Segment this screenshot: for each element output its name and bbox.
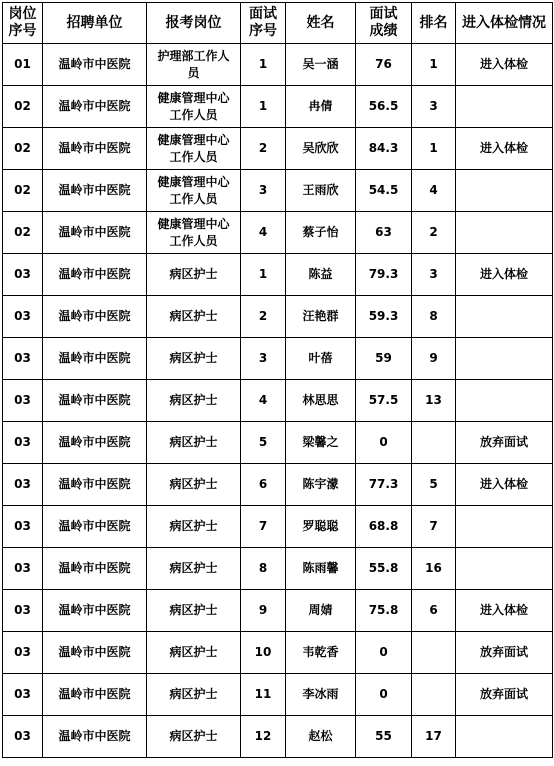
table-row (3, 44, 553, 86)
cell-name (286, 548, 356, 590)
cell-position (147, 380, 241, 422)
cell-interview-no (241, 632, 286, 674)
cell-score (356, 338, 412, 380)
cell-interview-no (241, 254, 286, 296)
cell-name (286, 464, 356, 506)
cell-interview-no-text: 1 (258, 267, 268, 281)
cell-name (286, 44, 356, 86)
header-score-label: 面试成绩 (369, 6, 398, 39)
cell-position (147, 212, 241, 254)
cell-exam-status (456, 590, 553, 632)
cell-exam-status-text: 放弃面试 (479, 435, 528, 449)
table-row (3, 170, 553, 212)
cell-interview-no-text: 5 (258, 435, 268, 449)
cell-rank-text: 1 (429, 141, 438, 155)
cell-post-no-text: 02 (14, 99, 31, 113)
cell-employer-text: 温岭市中医院 (58, 309, 131, 323)
cell-interview-no-text: 6 (258, 477, 268, 491)
cell-employer-text: 温岭市中医院 (58, 351, 131, 365)
results-table (2, 2, 553, 758)
cell-interview-no (241, 548, 286, 590)
cell-post-no (3, 422, 43, 464)
cell-position-text: 健康管理中心工作人员 (157, 216, 230, 248)
cell-interview-no (241, 86, 286, 128)
cell-rank-text: 4 (429, 183, 438, 197)
cell-position (147, 632, 241, 674)
cell-rank (412, 254, 456, 296)
cell-interview-no-text: 4 (258, 393, 268, 407)
cell-employer-text: 温岭市中医院 (58, 687, 131, 701)
cell-name-text: 吴一涵 (302, 57, 339, 71)
cell-post-no (3, 716, 43, 758)
cell-employer (43, 128, 147, 170)
cell-exam-status-text: 放弃面试 (479, 645, 528, 659)
cell-post-no-text: 03 (14, 351, 31, 365)
cell-score-text: 57.5 (368, 393, 399, 407)
cell-employer (43, 44, 147, 86)
cell-exam-status (456, 422, 553, 464)
cell-employer (43, 464, 147, 506)
cell-interview-no-text: 9 (258, 603, 268, 617)
cell-post-no (3, 44, 43, 86)
cell-score-text: 54.5 (368, 183, 399, 197)
cell-interview-no (241, 674, 286, 716)
cell-score-text: 79.3 (368, 267, 399, 281)
cell-post-no-text: 03 (14, 561, 31, 575)
cell-score-text: 63 (375, 225, 392, 239)
header-employer (43, 3, 147, 44)
table-row (3, 632, 553, 674)
cell-position (147, 716, 241, 758)
cell-interview-no-text: 3 (258, 183, 268, 197)
table-row (3, 296, 553, 338)
cell-interview-no (241, 212, 286, 254)
cell-employer (43, 338, 147, 380)
cell-position-text: 病区护士 (169, 519, 218, 533)
cell-post-no (3, 464, 43, 506)
cell-employer (43, 632, 147, 674)
cell-position-text: 病区护士 (169, 309, 218, 323)
cell-name (286, 254, 356, 296)
cell-employer-text: 温岭市中医院 (58, 267, 131, 281)
cell-employer-text: 温岭市中医院 (58, 645, 131, 659)
cell-interview-no-text: 4 (258, 225, 268, 239)
header-row (3, 3, 553, 44)
cell-post-no-text: 02 (14, 225, 31, 239)
cell-employer (43, 86, 147, 128)
cell-score-text: 0 (379, 435, 388, 449)
table-row (3, 716, 553, 758)
cell-position (147, 338, 241, 380)
cell-name-text: 周婧 (308, 603, 333, 617)
cell-position (147, 296, 241, 338)
cell-position (147, 506, 241, 548)
cell-employer-text: 温岭市中医院 (58, 603, 131, 617)
cell-score (356, 296, 412, 338)
cell-post-no (3, 338, 43, 380)
cell-name (286, 590, 356, 632)
cell-score-text: 59 (375, 351, 392, 365)
cell-employer (43, 590, 147, 632)
cell-score-text: 59.3 (368, 309, 399, 323)
cell-score-text: 55.8 (368, 561, 399, 575)
cell-score (356, 380, 412, 422)
cell-interview-no (241, 44, 286, 86)
cell-post-no-text: 03 (14, 645, 31, 659)
header-position (147, 3, 241, 44)
cell-name-text: 陈宇濛 (302, 477, 339, 491)
cell-score (356, 86, 412, 128)
cell-score (356, 128, 412, 170)
cell-name (286, 506, 356, 548)
cell-exam-status (456, 44, 553, 86)
cell-name-text: 叶蓓 (308, 351, 333, 365)
cell-rank-text: 3 (429, 267, 438, 281)
cell-interview-no-text: 1 (258, 99, 268, 113)
table-row (3, 338, 553, 380)
cell-position (147, 128, 241, 170)
cell-name (286, 422, 356, 464)
cell-exam-status-text: 进入体检 (479, 477, 528, 491)
cell-rank (412, 86, 456, 128)
cell-position-text: 护理部工作人员 (157, 48, 230, 80)
cell-score-text: 0 (379, 645, 388, 659)
cell-name-text: 林思思 (302, 393, 339, 407)
cell-interview-no-text: 1 (258, 57, 268, 71)
cell-post-no (3, 674, 43, 716)
cell-score (356, 506, 412, 548)
cell-name-text: 汪艳群 (302, 309, 339, 323)
cell-interview-no (241, 464, 286, 506)
cell-employer (43, 548, 147, 590)
cell-position-text: 病区护士 (169, 729, 218, 743)
cell-exam-status (456, 170, 553, 212)
cell-name (286, 128, 356, 170)
header-interview-no (241, 3, 286, 44)
cell-score (356, 422, 412, 464)
cell-name-text: 赵松 (308, 729, 333, 743)
cell-exam-status (456, 548, 553, 590)
cell-score (356, 170, 412, 212)
cell-position-text: 病区护士 (169, 267, 218, 281)
header-exam-status (456, 3, 553, 44)
cell-position-text: 病区护士 (169, 561, 218, 575)
cell-name-text: 吴欣欣 (302, 141, 339, 155)
cell-exam-status-text: 放弃面试 (479, 687, 528, 701)
cell-employer-text: 温岭市中医院 (58, 393, 131, 407)
cell-rank (412, 338, 456, 380)
cell-score-text: 75.8 (368, 603, 399, 617)
cell-exam-status (456, 296, 553, 338)
cell-position (147, 86, 241, 128)
cell-score-text: 68.8 (368, 519, 399, 533)
cell-name-text: 李冰雨 (302, 687, 339, 701)
cell-name (286, 338, 356, 380)
cell-exam-status (456, 380, 553, 422)
cell-post-no (3, 212, 43, 254)
header-name-label: 姓名 (306, 14, 335, 31)
cell-post-no-text: 01 (14, 57, 31, 71)
cell-exam-status (456, 632, 553, 674)
cell-employer (43, 422, 147, 464)
cell-interview-no-text: 3 (258, 351, 268, 365)
cell-position-text: 病区护士 (169, 351, 218, 365)
header-exam-status-label: 进入体检情况 (462, 14, 546, 31)
cell-rank (412, 632, 456, 674)
cell-score (356, 674, 412, 716)
cell-interview-no-text: 2 (258, 309, 268, 323)
cell-employer-text: 温岭市中医院 (58, 519, 131, 533)
cell-score-text: 0 (379, 687, 388, 701)
table-row (3, 422, 553, 464)
cell-exam-status (456, 86, 553, 128)
header-name (286, 3, 356, 44)
table-row (3, 254, 553, 296)
cell-rank (412, 590, 456, 632)
cell-name (286, 380, 356, 422)
cell-position (147, 44, 241, 86)
cell-exam-status (456, 506, 553, 548)
cell-score (356, 590, 412, 632)
cell-score-text: 76 (375, 57, 392, 71)
cell-exam-status (456, 674, 553, 716)
table-row (3, 674, 553, 716)
cell-employer (43, 380, 147, 422)
cell-name (286, 716, 356, 758)
cell-exam-status (456, 254, 553, 296)
cell-rank (412, 464, 456, 506)
cell-rank-text: 17 (425, 729, 442, 743)
table-body (3, 44, 553, 758)
cell-rank (412, 548, 456, 590)
cell-exam-status (456, 716, 553, 758)
cell-interview-no-text: 10 (254, 645, 272, 659)
cell-rank (412, 506, 456, 548)
cell-post-no (3, 170, 43, 212)
cell-rank (412, 296, 456, 338)
cell-rank-text: 16 (425, 561, 442, 575)
cell-position (147, 170, 241, 212)
cell-score-text: 56.5 (368, 99, 399, 113)
cell-employer (43, 296, 147, 338)
cell-employer (43, 170, 147, 212)
cell-rank-text: 6 (429, 603, 438, 617)
cell-score (356, 632, 412, 674)
cell-post-no-text: 03 (14, 687, 31, 701)
cell-post-no (3, 548, 43, 590)
cell-rank (412, 128, 456, 170)
cell-employer-text: 温岭市中医院 (58, 561, 131, 575)
cell-employer-text: 温岭市中医院 (58, 57, 131, 71)
table-row (3, 464, 553, 506)
cell-interview-no (241, 422, 286, 464)
cell-interview-no-text: 12 (254, 729, 272, 743)
cell-rank-text: 3 (429, 99, 438, 113)
cell-position (147, 464, 241, 506)
cell-interview-no (241, 506, 286, 548)
cell-rank-text: 5 (429, 477, 438, 491)
cell-score (356, 716, 412, 758)
cell-score (356, 254, 412, 296)
cell-name (286, 212, 356, 254)
cell-score-text: 55 (375, 729, 392, 743)
cell-interview-no (241, 716, 286, 758)
cell-interview-no-text: 2 (258, 141, 268, 155)
cell-interview-no (241, 380, 286, 422)
cell-name (286, 632, 356, 674)
cell-position-text: 病区护士 (169, 435, 218, 449)
cell-name (286, 674, 356, 716)
cell-rank (412, 422, 456, 464)
cell-score-text: 84.3 (368, 141, 399, 155)
cell-name (286, 170, 356, 212)
cell-interview-no-text: 8 (258, 561, 268, 575)
header-employer-label: 招聘单位 (66, 14, 123, 31)
header-position-label: 报考岗位 (165, 14, 222, 31)
cell-post-no-text: 03 (14, 519, 31, 533)
cell-position (147, 590, 241, 632)
cell-post-no-text: 03 (14, 729, 31, 743)
cell-rank-text: 1 (429, 57, 438, 71)
cell-rank-text: 7 (429, 519, 438, 533)
cell-position-text: 健康管理中心工作人员 (157, 174, 230, 206)
cell-position (147, 548, 241, 590)
cell-employer (43, 674, 147, 716)
cell-post-no-text: 02 (14, 183, 31, 197)
table-row (3, 212, 553, 254)
cell-post-no-text: 03 (14, 435, 31, 449)
cell-post-no (3, 296, 43, 338)
cell-position (147, 254, 241, 296)
cell-interview-no-text: 11 (254, 687, 272, 701)
table-row (3, 548, 553, 590)
header-rank-label: 排名 (419, 14, 448, 31)
cell-exam-status (456, 338, 553, 380)
cell-interview-no-text: 7 (258, 519, 268, 533)
cell-name-text: 蔡子怡 (302, 225, 339, 239)
cell-name (286, 86, 356, 128)
cell-interview-no (241, 296, 286, 338)
cell-interview-no (241, 128, 286, 170)
cell-employer (43, 506, 147, 548)
cell-name-text: 冉倩 (308, 99, 333, 113)
cell-post-no (3, 86, 43, 128)
cell-employer (43, 254, 147, 296)
table-row (3, 86, 553, 128)
cell-score (356, 212, 412, 254)
cell-name-text: 陈雨馨 (302, 561, 339, 575)
cell-name-text: 王雨欣 (302, 183, 339, 197)
cell-rank (412, 44, 456, 86)
cell-post-no-text: 03 (14, 393, 31, 407)
cell-employer-text: 温岭市中医院 (58, 477, 131, 491)
cell-position-text: 健康管理中心工作人员 (157, 90, 230, 122)
table-row (3, 380, 553, 422)
cell-rank (412, 170, 456, 212)
cell-name-text: 罗聪聪 (302, 519, 339, 533)
cell-rank-text: 13 (425, 393, 442, 407)
cell-position (147, 422, 241, 464)
cell-position-text: 病区护士 (169, 603, 218, 617)
cell-position-text: 病区护士 (169, 645, 218, 659)
cell-post-no (3, 632, 43, 674)
cell-post-no-text: 03 (14, 477, 31, 491)
cell-score-text: 77.3 (368, 477, 399, 491)
cell-score (356, 464, 412, 506)
cell-rank (412, 212, 456, 254)
header-interview-no-label: 面试序号 (249, 6, 277, 39)
cell-rank-text: 8 (429, 309, 438, 323)
cell-post-no-text: 03 (14, 603, 31, 617)
cell-post-no (3, 254, 43, 296)
cell-exam-status-text: 进入体检 (479, 141, 528, 155)
cell-score (356, 44, 412, 86)
header-score (356, 3, 412, 44)
cell-exam-status (456, 128, 553, 170)
header-rank (412, 3, 456, 44)
header-post-no-label: 岗位序号 (8, 6, 37, 39)
cell-rank (412, 674, 456, 716)
cell-position-text: 健康管理中心工作人员 (157, 132, 230, 164)
cell-employer-text: 温岭市中医院 (58, 141, 131, 155)
cell-exam-status (456, 212, 553, 254)
cell-exam-status-text: 进入体检 (479, 603, 528, 617)
cell-post-no (3, 590, 43, 632)
cell-exam-status-text: 进入体检 (479, 57, 528, 71)
cell-employer-text: 温岭市中医院 (58, 729, 131, 743)
cell-employer (43, 212, 147, 254)
cell-employer-text: 温岭市中医院 (58, 99, 131, 113)
table-row (3, 506, 553, 548)
cell-exam-status (456, 464, 553, 506)
cell-interview-no (241, 590, 286, 632)
cell-name-text: 梁馨之 (302, 435, 339, 449)
cell-rank (412, 380, 456, 422)
cell-position-text: 病区护士 (169, 393, 218, 407)
cell-post-no-text: 03 (14, 267, 31, 281)
cell-interview-no (241, 338, 286, 380)
cell-employer-text: 温岭市中医院 (58, 183, 131, 197)
cell-post-no-text: 03 (14, 309, 31, 323)
cell-interview-no (241, 170, 286, 212)
cell-rank-text: 2 (429, 225, 438, 239)
cell-name-text: 陈益 (308, 267, 333, 281)
cell-employer-text: 温岭市中医院 (58, 225, 131, 239)
cell-post-no-text: 02 (14, 141, 31, 155)
header-post-no (3, 3, 43, 44)
table-row (3, 590, 553, 632)
cell-post-no (3, 128, 43, 170)
cell-rank (412, 716, 456, 758)
cell-position (147, 674, 241, 716)
cell-position-text: 病区护士 (169, 687, 218, 701)
cell-employer-text: 温岭市中医院 (58, 435, 131, 449)
cell-post-no (3, 506, 43, 548)
cell-employer (43, 716, 147, 758)
cell-rank-text: 9 (429, 351, 438, 365)
cell-score (356, 548, 412, 590)
cell-position-text: 病区护士 (169, 477, 218, 491)
cell-name (286, 296, 356, 338)
table-row (3, 128, 553, 170)
cell-post-no (3, 380, 43, 422)
cell-name-text: 韦乾香 (302, 645, 339, 659)
cell-exam-status-text: 进入体检 (479, 267, 528, 281)
